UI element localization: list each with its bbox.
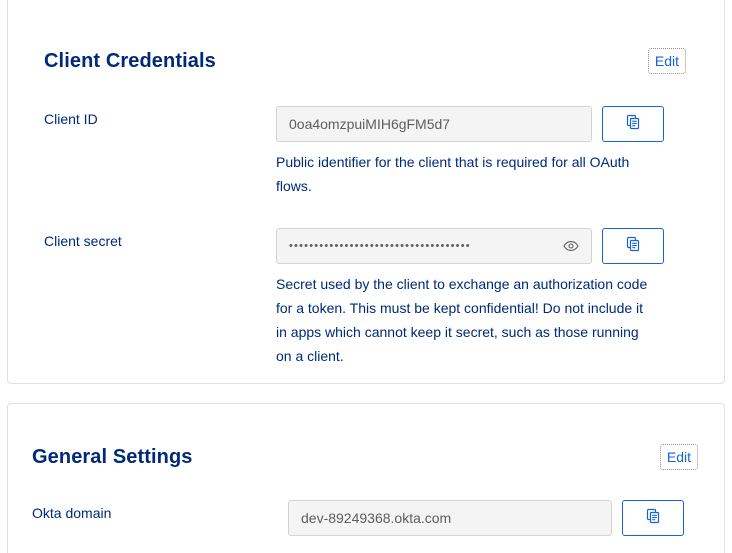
general-settings-header [8,404,724,470]
client-credentials-card [7,0,725,384]
client-id-help-text: Public identifier for the client that is required for all OAuth flows. [276,154,630,194]
client-secret-help-text: Secret used by the client to exchange an authorization code for a token. This must be kept confidential! Do not include it in apps which cannot keep it secret, such as those running on a client. [276,276,648,364]
client-secret-control [276,228,664,264]
page-title: Client Credentials [44,50,216,72]
client-id-control [276,106,664,142]
eye-icon[interactable] [563,240,579,252]
copy-icon [625,236,641,257]
general-settings-title: General Settings [32,446,193,468]
edit-general-settings-button[interactable]: Edit [660,444,698,470]
copy-okta-domain-button[interactable] [622,500,684,536]
edit-client-credentials-button[interactable]: Edit [648,48,686,74]
client-id-value: 0oa4omzpuiMIH6gFM5d7 [289,116,451,132]
okta-domain-row [8,500,724,536]
copy-icon [625,114,641,135]
client-id-row [8,106,724,142]
copy-icon [645,508,661,529]
okta-domain-label: Okta domain [32,505,112,521]
client-id-help-wrap [276,142,724,198]
okta-domain-input[interactable] [288,500,612,536]
okta-domain-control [288,500,684,536]
client-secret-input[interactable] [276,228,592,264]
client-secret-label: Client secret [44,233,122,249]
client-credentials-header [8,0,724,74]
general-settings-card [7,403,725,553]
client-secret-value: •••••••••••••••••••••••••••••••••••• [289,240,471,252]
okta-domain-value: dev-89249368.okta.com [301,510,452,526]
client-id-label: Client ID [44,111,98,127]
client-id-input[interactable] [276,106,592,142]
copy-client-secret-button[interactable] [602,228,664,264]
copy-client-id-button[interactable] [602,106,664,142]
client-secret-row [8,228,724,264]
client-secret-help-wrap [276,264,724,368]
